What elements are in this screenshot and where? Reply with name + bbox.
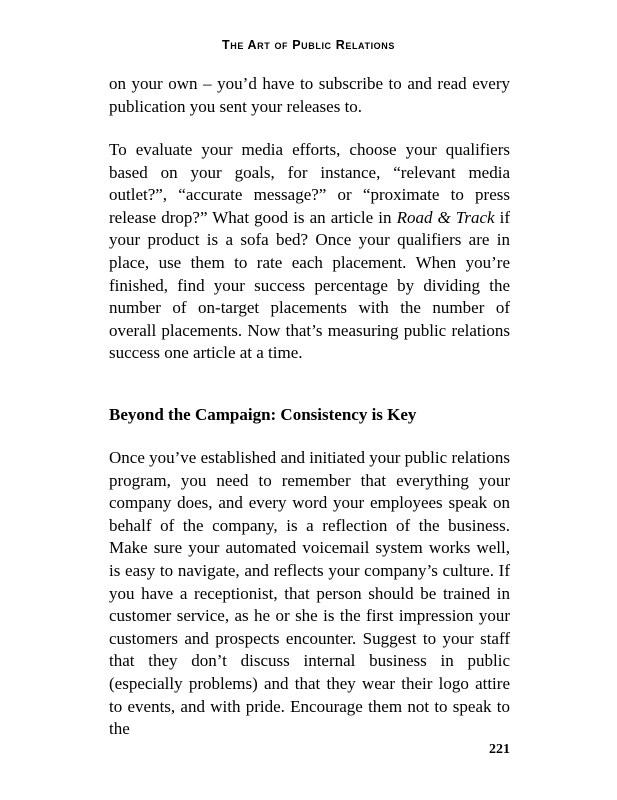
paragraph-continuation: on your own – you’d have to subscribe to and read every publication you sent your releases to. [109, 74, 510, 116]
running-header: The Art of Public Relations [222, 38, 395, 52]
paragraph-text: To evaluate your media efforts, choose your qualifiers based on your goals, for instance, “relevant media outlet?”, “accurate message?” or “proximate to press release drop?” What good is an article in [109, 140, 510, 227]
paragraph-text: if your product is a sofa bed? Once your qualifiers are in place, use them to rate each placement. When you’re finished, find your success percentage by dividing the number of on-target placements with the number of overall placements. Now that’s measuring public relations success one article at a time. [109, 207, 510, 363]
section-heading: Beyond the Campaign: Consistency is Key [109, 405, 417, 424]
publication-title: Road & Track [396, 207, 495, 227]
page-number: 221 [489, 742, 510, 757]
paragraph-consistency: Once you’ve established and initiated your public relations program, you need to remember that everything your company does, and every word your employees speak on behalf of the company, is a reflection of the business. Make sure your automated voicemail system works well, is easy to navigate, and reflects your company’s culture. If you have a receptionist, that person should be trained in customer service, as he or she is the first impression your customers and prospects encounter. Suggest to your staff that they don’t discuss internal business in public (especially problems) and that they wear their logo attire to events, and with pride. Encourage them not to speak to the [109, 448, 510, 739]
paragraph-evaluate-media [109, 139, 510, 365]
